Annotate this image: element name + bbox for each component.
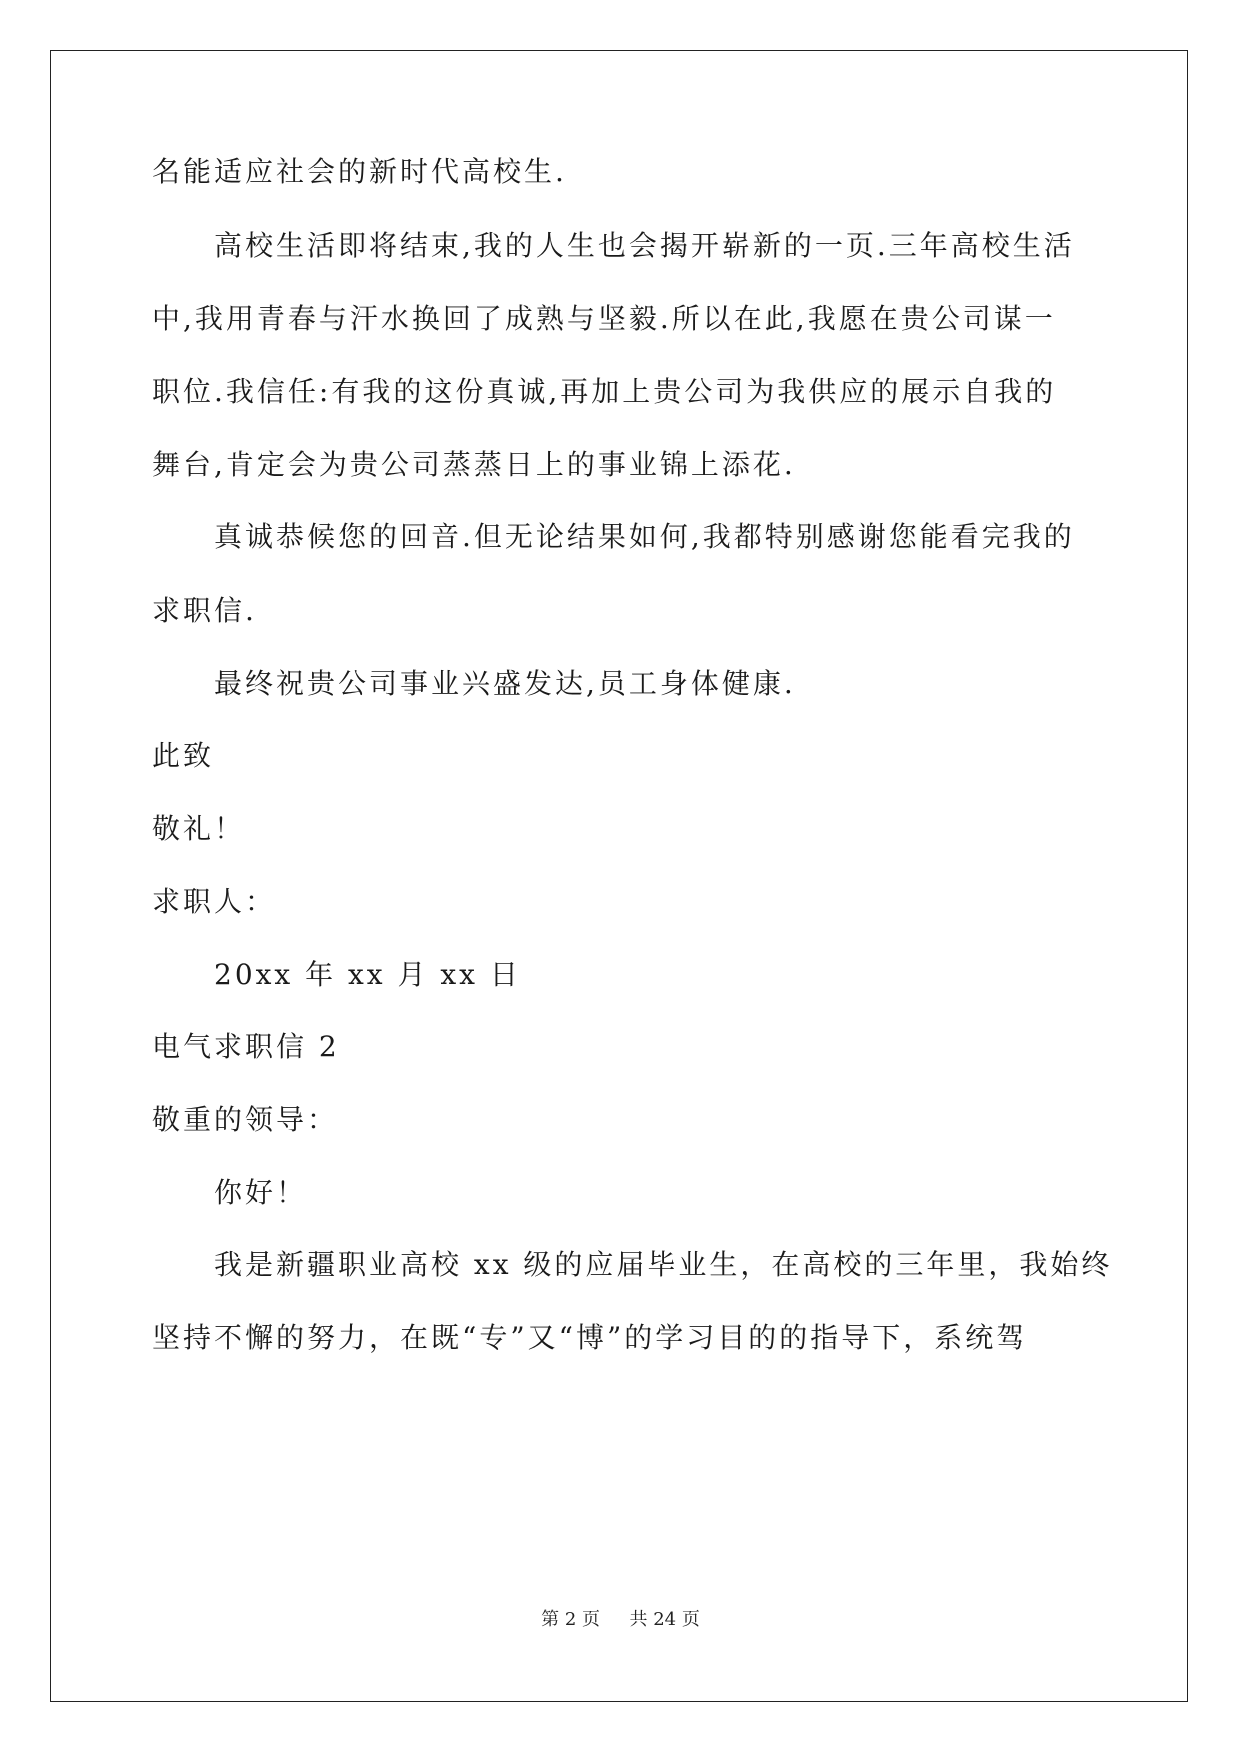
date-line: 20xx 年 xx 月 xx 日 [214, 958, 521, 991]
text-line-1: 名能适应社会的新时代高校生. [152, 155, 567, 188]
section-title: 电气求职信 2 [152, 1030, 340, 1063]
text-line-17: 坚持不懈的努力，在既“专”又“博”的学习目的的指导下，系统驾 [152, 1321, 1028, 1354]
text-line-6: 真诚恭候您的回音.但无论结果如何,我都特别感谢您能看完我的 [214, 520, 1075, 553]
page-total: 共 24 页 [629, 1609, 700, 1630]
text-line-4: 职位.我信任:有我的这份真诚,再加上贵公司为我供应的展示自我的 [152, 375, 1057, 408]
applicant-label: 求职人： [152, 885, 277, 918]
page-number: 第 2 页 [541, 1609, 601, 1630]
text-line-2: 高校生活即将结束,我的人生也会揭开崭新的一页.三年高校生活 [214, 229, 1075, 262]
text-line-3: 中,我用青春与汗水换回了成熟与坚毅.所以在此,我愿在贵公司谋一 [152, 302, 1056, 335]
page-footer [0, 1608, 1241, 1632]
text-line-8: 最终祝贵公司事业兴盛发达,员工身体健康. [214, 667, 796, 700]
greeting-leader: 敬重的领导： [152, 1103, 339, 1136]
text-line-5: 舞台,肯定会为贵公司蒸蒸日上的事业锦上添花. [152, 448, 796, 481]
respect-line: 敬礼！ [152, 812, 246, 845]
greeting-hello: 你好！ [214, 1176, 308, 1209]
text-line-7: 求职信. [152, 594, 257, 627]
salutation-closing: 此致 [152, 739, 215, 772]
page-border [50, 50, 1188, 1702]
text-line-16: 我是新疆职业高校 xx 级的应届毕业生，在高校的三年里，我始终 [214, 1248, 1113, 1281]
